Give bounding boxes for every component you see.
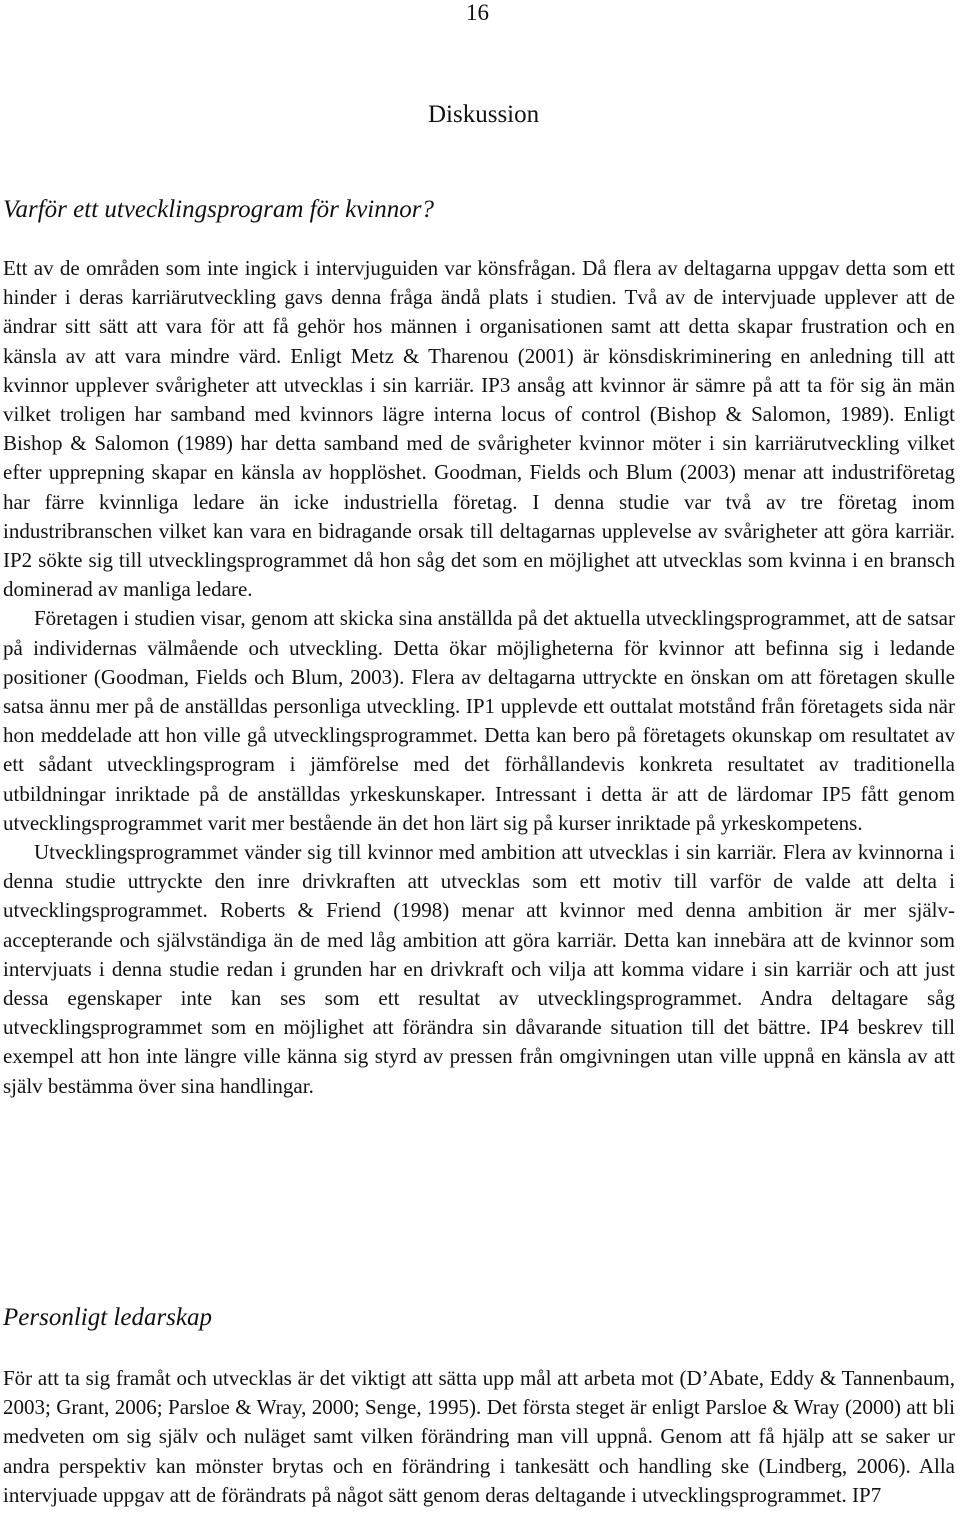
section-body-women-program bbox=[3, 254, 955, 1101]
paragraph: Företagen i studien visar, genom att skicka sina anställda på det aktuella utvecklingsprogrammet, att de satsar på individernas välmående och utveckling. Detta ökar möjligheterna för kvinnor att befinna sig i ledande positioner (Goodman, Fields och Blum, 2003). Flera av deltagarna uttryckte en önskan om att företagen skulle satsa ännu mer på de anställdas personliga utveckling. IP1 upplevde ett outtalat motstånd från företagets sida när hon meddelade att hon ville gå utvecklingsprogrammet. Detta kan bero på företagets okunskap om resultatet av ett sådant utvecklingsprogram i jämförelse med det förhållandevis konkreta resultatet av traditionella utbildningar inriktade på de anställdas yrkeskunskaper. Intressant i detta är att de lärdomar IP5 fått genom utvecklingsprogrammet varit mer bestående än det hon lärt sig på kurser inriktade på yrkeskompetens. bbox=[3, 606, 955, 835]
section-heading-personal-leadership: Personligt ledarskap bbox=[3, 1304, 213, 1331]
paragraph: Ett av de områden som inte ingick i intervjuguiden var könsfrågan. Då flera av deltagarna uppgav detta som ett hinder i deras karriärutveckling gavs denna fråga ändå plats i studien. Två av de intervjuade upplever att de ändrar sitt sätt att vara för att få gehör hos männen i organisationen samt att detta skapar frustration och en känsla av att vara mindre värd. Enligt Metz & Tharenou (2001) är könsdiskriminering en anledning till att kvinnor upplever svårigheter att utvecklas i sin karriär. IP3 ansåg att kvinnor är sämre på att ta för sig än män vilket troligen har samband med kvinnors lägre interna locus of control (Bishop & Salomon, 1989). Enligt Bishop & Salomon (1989) har detta samband med de svårigheter kvinnor möter i sin karriärutveckling vilket efter upprepning skapar en känsla av hopplöshet. Goodman, Fields och Blum (2003) menar att industriföretag har färre kvinnliga ledare än icke industriella företag. I denna studie var två av tre företag inom industribranschen vilket kan vara en bidragande orsak till deltagarnas upplevelse av svårigheter att göra karriär. IP2 sökte sig till utvecklingsprogrammet då hon såg det som en möjlighet att utvecklas som kvinna i en bransch dominerad av manliga ledare. bbox=[3, 256, 955, 602]
paragraph: För att ta sig framåt och utvecklas är det viktigt att sätta upp mål att arbeta mot (D’Abate, Eddy & Tannenbaum, 2003; Grant, 2006; Parsloe & Wray, 2000; Senge, 1995). Det första steget är enligt Parsloe & Wray (2000) att bli medveten om sig själv och nuläget samt vilken förändring man vill uppnå. Genom att få hjälp att se saker ur andra perspektiv kan mönster brytas och en förändring i tankesätt och handling ske (Lindberg, 2006). Alla intervjuade uppgav att de förändrats på något sätt genom deras deltagande i utvecklingsprogrammet. IP7 bbox=[3, 1366, 955, 1507]
section-heading-women-program: Varför ett utvecklingsprogram för kvinnor? bbox=[3, 196, 434, 223]
section-body-personal-leadership bbox=[3, 1364, 955, 1539]
paragraph: Utvecklingsprogrammet vänder sig till kvinnor med ambition att utvecklas i sin karriär. Flera av kvinnorna i denna studie uttryckte den inre drivkraften att utvecklas som ett motiv till varför de valde att delta i utvecklingsprogrammet. Roberts & Friend (1998) menar att kvinnor med denna ambition är mer själv-accepterande och självständiga än de med låg ambition att göra karriär. Detta kan innebära att de kvinnor som intervjuats i denna studie redan i grunden har en drivkraft och vilja att komma vidare i sin karriär och att just dessa egenskaper inte kan ses som ett resultat av utvecklingsprogrammet. Andra deltagare såg utvecklingsprogrammet som en möjlighet att förändra sin dåvarande situation till det bättre. IP4 beskrev till exempel att hon inte längre ville känna sig styrd av pressen från omgivningen utan ville uppnå en känsla av att själv bestämma över sina handlingar. bbox=[3, 840, 955, 1098]
chapter-title: Diskussion bbox=[428, 101, 540, 128]
page-number: 16 bbox=[466, 0, 489, 25]
